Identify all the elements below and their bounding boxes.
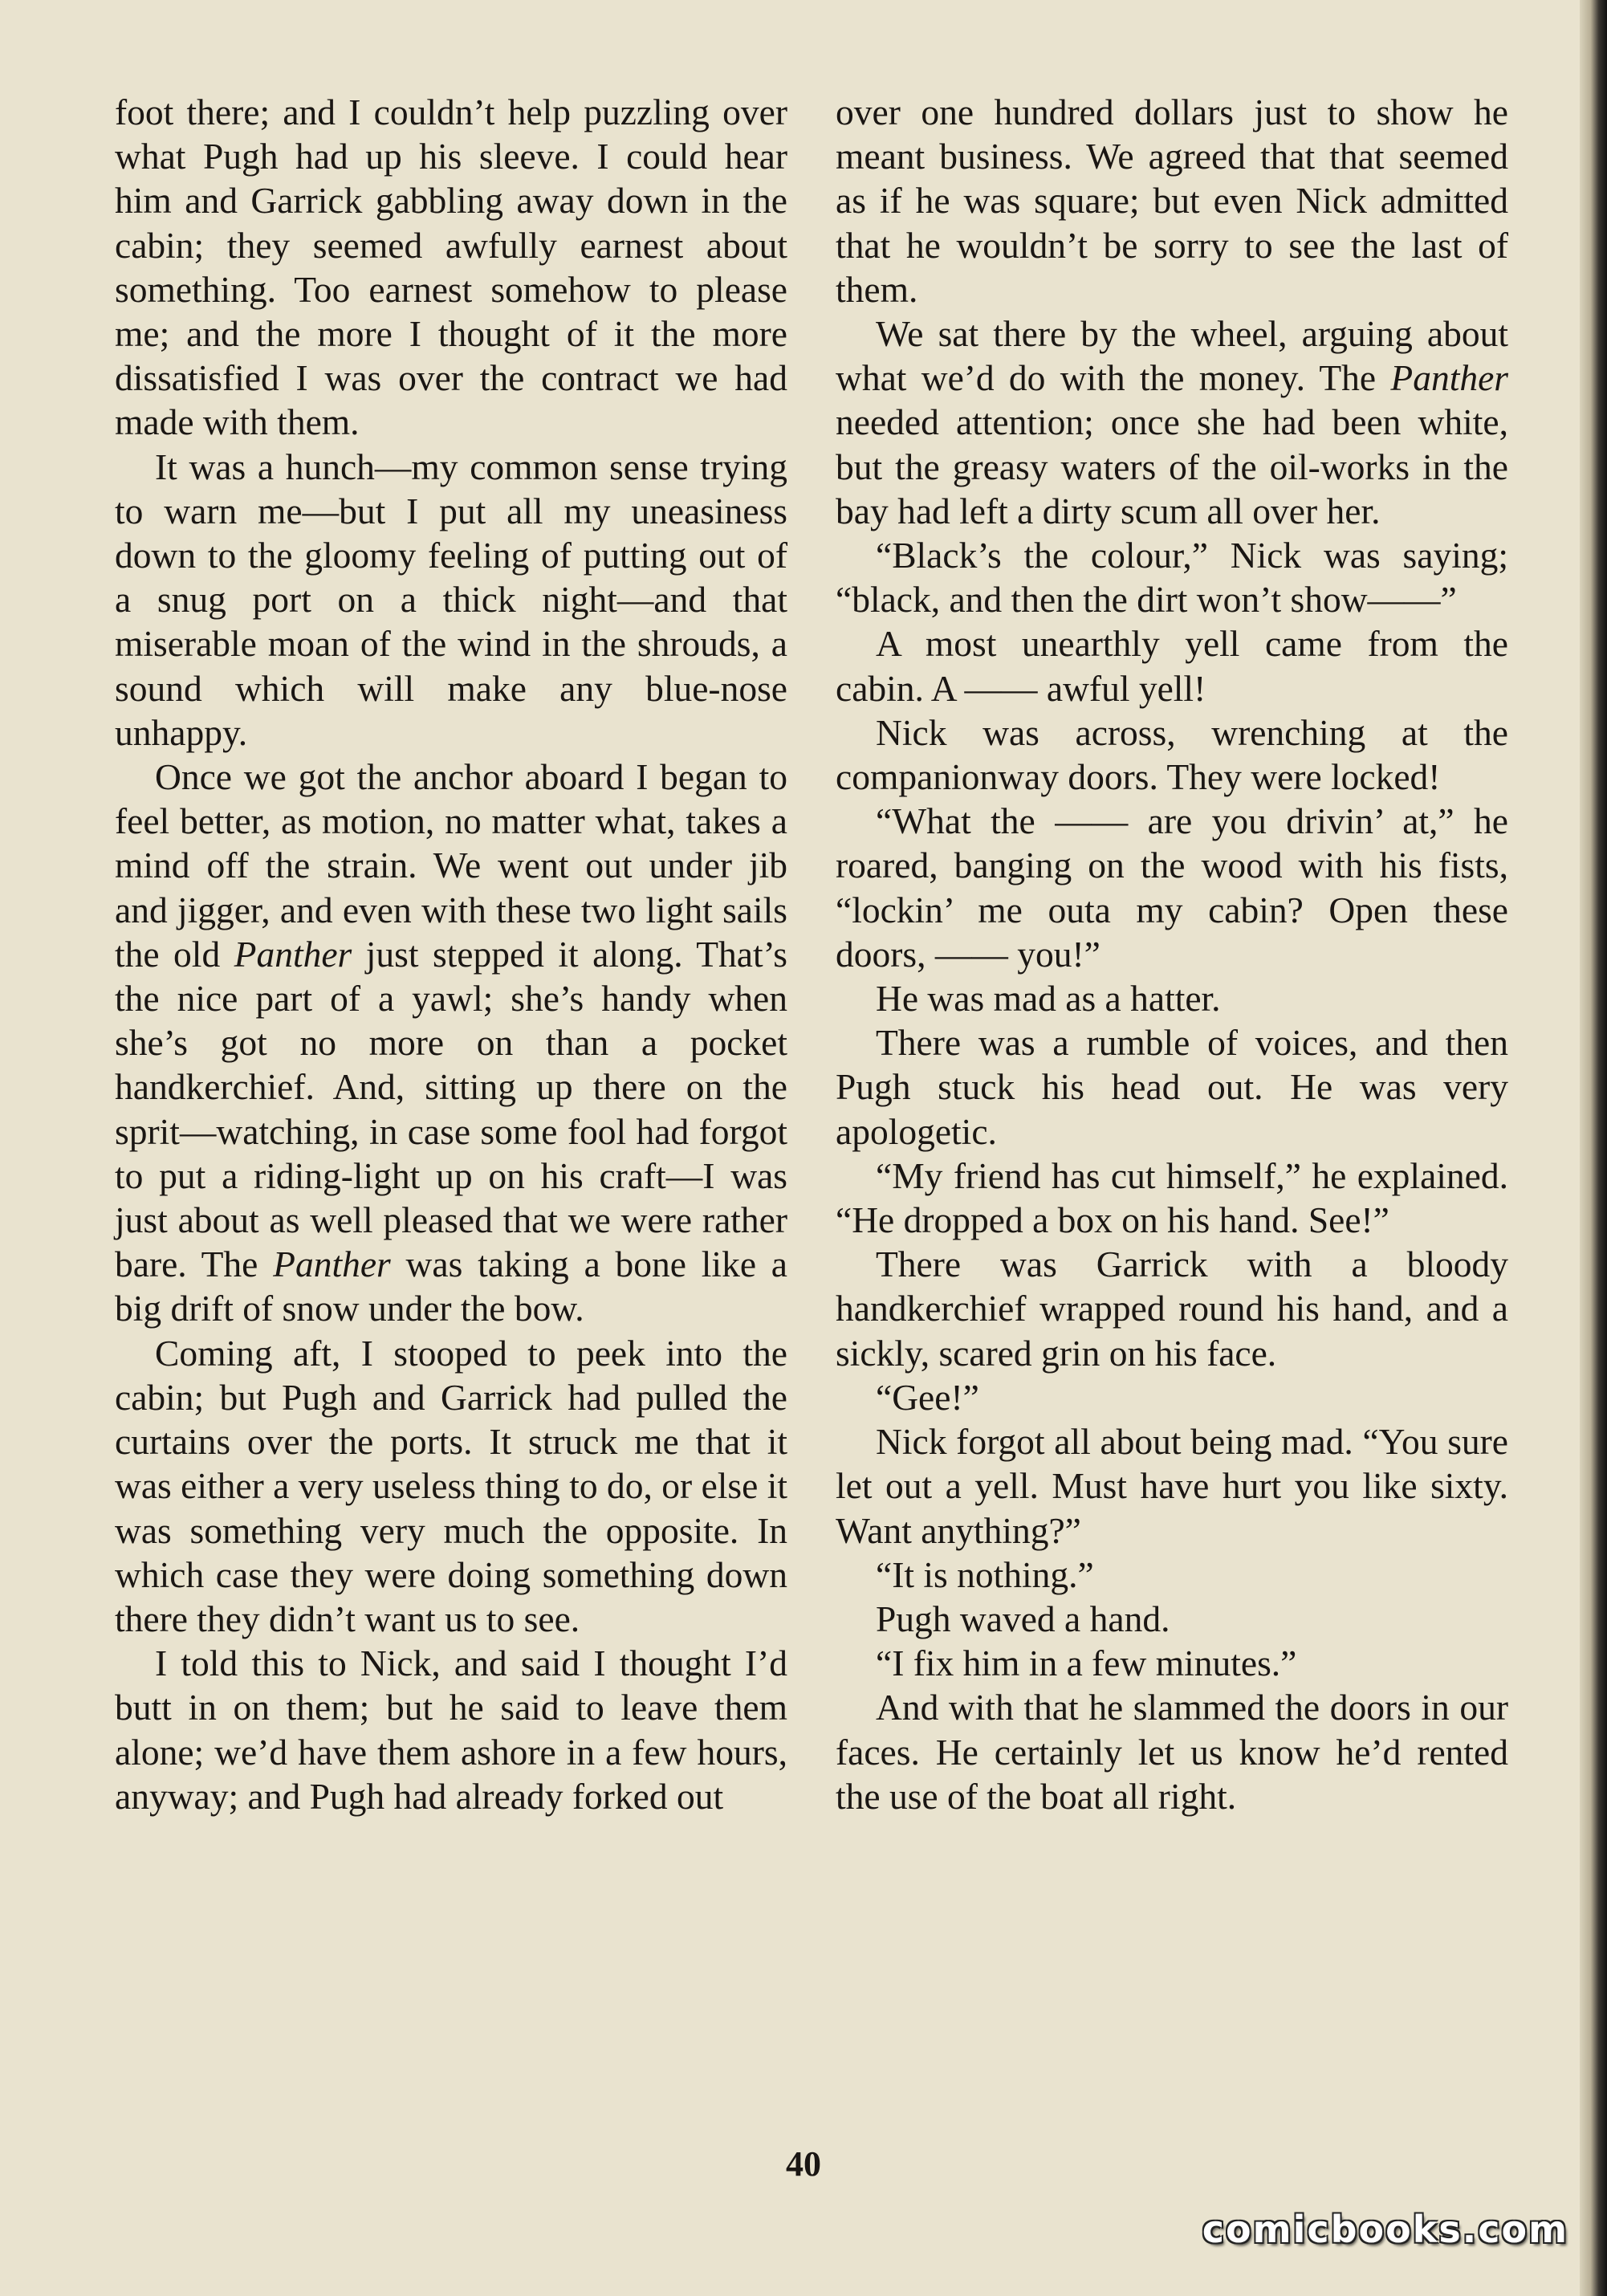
left-column — [115, 90, 787, 1818]
paragraph — [836, 311, 1508, 533]
text-run: And with that he slammed the doors in our faces. He certainly let us know he’d rented the use of the boat all right. — [836, 1687, 1508, 1817]
text-run: was taking a bone like a big drift of snow under the bow. — [115, 1244, 787, 1329]
paragraph — [836, 1154, 1508, 1242]
text-run: “My friend has cut himself,” he explained. “He dropped a box on his hand. See!” — [836, 1154, 1508, 1241]
paragraph — [836, 710, 1508, 799]
text-run: “It is nothing.” — [876, 1553, 1094, 1595]
watermark-logo: comicbooks.com — [1202, 2208, 1568, 2251]
paragraph — [115, 90, 787, 445]
paragraph — [836, 90, 1508, 311]
text-run: over one hundred dollars just to show he meant business. We agreed that that seemed as if he was square; but even Nick admitted that he wouldn’t be sorry to see the last of them. — [836, 92, 1508, 310]
paragraph — [115, 445, 787, 755]
text-run: A most unearthly yell came from the cabin. A —— awful yell! — [836, 623, 1508, 709]
text-run: He was mad as a hatter. — [876, 978, 1221, 1020]
text-run: “I fix him in a few minutes.” — [876, 1643, 1297, 1684]
text-run: needed attention; once she had been white, but the greasy waters of the oil-works in the bay had left a dirty scum all over her. — [836, 401, 1508, 531]
text-run: There was a rumble of voices, and then Pugh stuck his head out. He was very apologetic. — [836, 1022, 1508, 1152]
paragraph — [836, 976, 1508, 1020]
paragraph — [836, 533, 1508, 621]
text-run: foot there; and I couldn’t help puzzling over what Pugh had up his sleeve. I could hear him and Garrick gabbling away down in the cabin; they seemed awfully earnest about something. Too earnest somehow to please me; and the more I thought of it the more dissatisfied I was over the contract we had made with them. — [115, 92, 787, 443]
paragraph — [115, 755, 787, 1331]
paragraph — [115, 1641, 787, 1818]
paragraph — [836, 1685, 1508, 1818]
paragraph — [836, 621, 1508, 710]
text-run: Once we got the anchor aboard I began to feel better, as motion, no matter what, takes a mind off the strain. We went out under jib and jigger, and even with these two light sails the old — [115, 756, 787, 975]
text-run: “Gee!” — [876, 1376, 979, 1418]
italic-text: Panther — [234, 933, 352, 975]
paragraph — [836, 1419, 1508, 1553]
paragraph — [836, 1553, 1508, 1597]
text-run: Nick was across, wrenching at the companionway doors. They were locked! — [836, 711, 1508, 798]
text-run: I told this to Nick, and said I thought I’d butt in on them; but he said to leave them alone; we’d have them ashore in a few hours, anyway; and Pugh had already forked out — [115, 1643, 787, 1817]
italic-text: Panther — [273, 1244, 391, 1285]
paragraph — [836, 1597, 1508, 1641]
text-run: It was a hunch—my common sense trying to warn me—but I put all my uneasiness down to the gloomy feeling of putting out of a snug port on a thick night—and that miserable moan of the wind in the shrouds, a sound which will make any blue-nose unhappy. — [115, 446, 787, 753]
text-run: “What the —— are you drivin’ at,” he roared, banging on the wood with his fists, “lockin’ me outa my cabin? Open these doors, —— you!” — [836, 800, 1508, 975]
text-run: “Black’s the colour,” Nick was saying; “black, and then the dirt won’t show——” — [836, 535, 1508, 621]
page-number: 40 — [786, 2144, 821, 2184]
text-run: Nick forgot all about being mad. “You sure let out a yell. Must have hurt you like sixty. Want anything?” — [836, 1421, 1508, 1551]
paragraph — [836, 1020, 1508, 1154]
italic-text: Panther — [1390, 357, 1508, 399]
text-run: Pugh waved a hand. — [876, 1598, 1170, 1639]
text-run: There was Garrick with a bloody handkerchief wrapped round his hand, and a sickly, scared grin on his face. — [836, 1244, 1508, 1374]
text-run: We sat there by the wheel, arguing about what we’d do with the money. The — [836, 313, 1508, 399]
page-edge — [1580, 0, 1607, 2296]
paragraph — [115, 1331, 787, 1641]
text-run: just stepped it along. That’s the nice part of a yawl; she’s handy when she’s got no more on than a pocket handkerchief. And, sitting up there on the sprit—watching, in case some fool had forgot to put a riding-light up on his craft—I was just about as well pleased that we were rather bare. The — [115, 933, 787, 1285]
paragraph — [836, 799, 1508, 976]
right-column — [836, 90, 1508, 1818]
text-run: Coming aft, I stooped to peek into the cabin; but Pugh and Garrick had pulled the curtains over the ports. It struck me that it was either a very useless thing to do, or else it was something very much the opposite. In which case they were doing something down there they didn’t want us to see. — [115, 1332, 787, 1639]
paragraph — [836, 1242, 1508, 1375]
paragraph — [836, 1641, 1508, 1685]
paragraph — [836, 1375, 1508, 1419]
